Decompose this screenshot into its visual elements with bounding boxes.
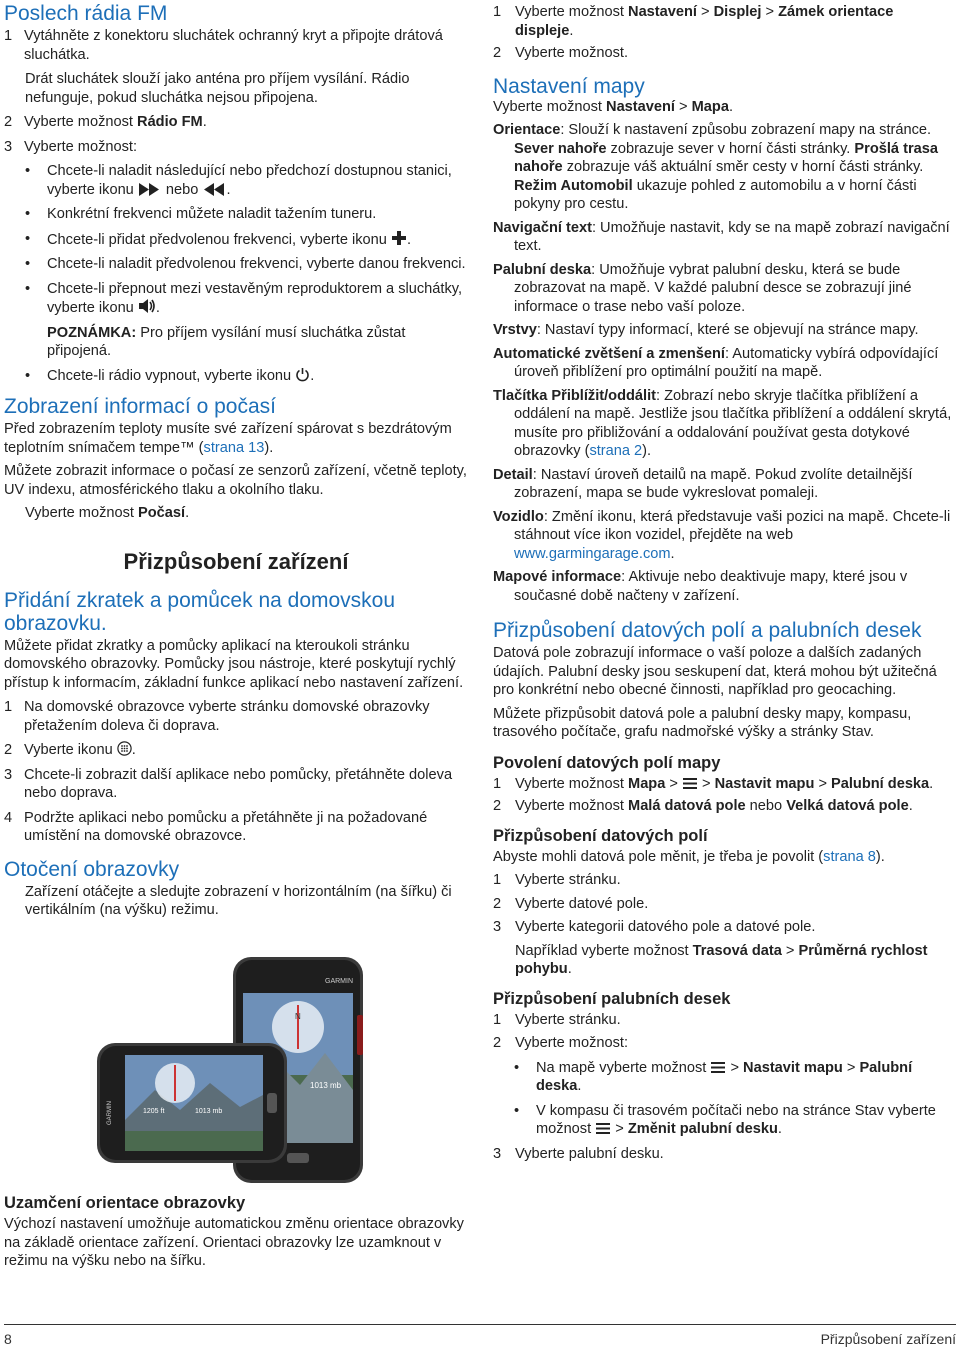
- fm-note: POZNÁMKA: Pro příjem vysílání musí sluchátka zůstat připojená.: [47, 324, 406, 359]
- enable-step-1: 1 Vyberte možnost Mapa > > Nastavit mapu > Palubní deska.: [493, 775, 934, 792]
- fm-bullet-tune-preset: • Chcete-li naladit předvolenou frekvenci, vyberte danou frekvenci.: [25, 255, 468, 274]
- data-fields-paragraph-1: Datová pole zobrazují informace o vaší poloze a dalších zadaných údajích. Palubní desky jsou seskupení dat, která mohou být užitečná pro konkrétní nebo obecné činnosti, například pro geocaching.: [493, 645, 937, 698]
- enable-step-2: 2 Vyberte možnost Malá datová pole nebo Velká datová pole.: [493, 798, 913, 814]
- device-pressure-portrait: 1013 mb: [310, 1081, 342, 1090]
- menu-icon: [595, 1122, 611, 1135]
- menu-icon: [682, 777, 698, 790]
- shortcuts-step-4: 4 Podržte aplikaci nebo pomůcku a přetáhněte ji na požadované umístění na domovské obrazovce.: [4, 809, 428, 844]
- enable-fields-page-link[interactable]: strana 8: [823, 848, 876, 865]
- weather-heading: Zobrazení informací o počasí: [4, 395, 276, 418]
- customize-step-2: 2 Vyberte datové pole.: [493, 895, 649, 912]
- def-dashboard: Palubní deska: Umožňuje vybrat palubní desku, která se bude zobrazovat na mapě. V každé palubní desce se zobrazují jiné informace o trase nebo vaší poloze.: [493, 261, 912, 315]
- zoom-page-link[interactable]: strana 2: [589, 443, 643, 459]
- apps-grid-icon: [117, 741, 132, 756]
- device-brand-portrait: GARMIN: [325, 978, 353, 985]
- shortcuts-step-2: 2 Vyberte ikonu .: [4, 742, 136, 758]
- fm-radio-heading: Poslech rádia FM: [4, 2, 168, 25]
- fm-step-1-note: Drát sluchátek slouží jako anténa pro příjem vysílání. Rádio nefunguje, pokud sluchátka nejsou připojena.: [25, 71, 410, 106]
- customize-fields-heading: Přizpůsobení datových polí: [493, 826, 708, 845]
- weather-page-link[interactable]: strana 13: [203, 439, 265, 456]
- fm-step-1: 1 Vytáhněte z konektoru sluchátek ochranný kryt a připojte drátová sluchátka.: [4, 28, 443, 63]
- device-temp-landscape: 1205 ft: [143, 1108, 165, 1115]
- chapter-title: Přizpůsobení zařízení: [123, 548, 349, 574]
- enable-fields-heading: Povolení datových polí mapy: [493, 753, 721, 772]
- fm-bullet-add-preset: • Chcete-li přidat předvolenou frekvenci, vyberte ikonu .: [25, 230, 468, 250]
- map-settings-heading: Nastavení mapy: [493, 74, 645, 98]
- footer-section-title: Přizpůsobení zařízení: [820, 1331, 956, 1347]
- menu-icon: [710, 1061, 726, 1074]
- customize-dashboards-heading: Přizpůsobení palubních desek: [493, 989, 731, 1008]
- lock-step-1: 1 Vyberte možnost Nastavení > Displej > Zámek orientace displeje.: [493, 4, 894, 39]
- map-settings-intro: Vyberte možnost Nastavení > Mapa.: [493, 98, 733, 115]
- weather-paragraph-2: Můžete zobrazit informace o počasí ze senzorů zařízení, včetně teploty, UV indexu, atmosférického tlaku a okolního tlaku.: [4, 463, 467, 498]
- def-navigation-text: Navigační text: Umožňuje nastavit, kdy se na mapě zobrazí navigační text.: [493, 219, 950, 254]
- device-image: [95, 955, 375, 1185]
- previous-station-icon: [202, 183, 226, 196]
- customize-fields-paragraph: Abyste mohli datová pole měnit, je třeba je povolit (strana 8).: [493, 848, 885, 865]
- device-brand-landscape: GARMIN: [107, 1101, 113, 1125]
- page-number: 8: [4, 1331, 12, 1347]
- rotate-paragraph: Zařízení otáčejte a sledujte zobrazení v horizontálním (na šířku) či vertikálním (na výšku) režimu.: [25, 883, 452, 918]
- data-fields-paragraph-2: Můžete přizpůsobit datová pole a palubní desky mapy, kompasu, trasového počítače, grafu nadmořské výšky a stránky Stav.: [493, 705, 912, 740]
- footer-rule: [4, 1324, 956, 1325]
- lock-paragraph: Výchozí nastavení umožňuje automatickou změnu orientace obrazovky na základě orientace zařízení. Orientaci obrazovky lze uzamknout v režimu na výšku nebo na šířku.: [4, 1216, 464, 1269]
- dashboards-bullet-map: • Na mapě vyberte možnost > Nastavit mapu > Palubní deska.: [514, 1059, 955, 1096]
- lock-step-2: 2 Vyberte možnost.: [493, 45, 629, 61]
- shortcuts-step-3: 3 Chcete-li zobrazit další aplikace nebo pomůcky, přetáhněte doleva nebo doprava.: [4, 766, 453, 801]
- fm-bullet-power: • Chcete-li rádio vypnout, vyberte ikonu .: [25, 367, 468, 386]
- dashboards-bullet-compass: • V kompasu či trasovém počítači nebo na stránce Stav vyberte možnost > Změnit palubní desku.: [514, 1102, 955, 1139]
- def-zoom-buttons: Tlačítka Přiblížit/oddálit: Zobrazí nebo skryje tlačítka přiblížení a oddálení na mapě. Jestliže jsou tlačítka přiblížení a oddálení skrytá, musíte pro přibližování a oddalování používat gesta dotykové obrazovky (strana 2).: [493, 387, 952, 459]
- plus-icon: [391, 230, 407, 246]
- speaker-icon: [138, 298, 156, 314]
- fm-bullet-speaker: • Chcete-li přepnout mezi vestavěným reproduktorem a sluchátky, vyberte ikonu .: [25, 280, 468, 318]
- def-layers: Vrstvy: Nastaví typy informací, které se objevují na stránce mapy.: [493, 322, 919, 338]
- shortcuts-step-1: 1 Na domovské obrazovce vyberte stránku domovské obrazovky přetažením doleva či doprava.: [4, 699, 430, 734]
- weather-step: Vyberte možnost Počasí.: [25, 505, 190, 521]
- fm-step-2: 2 Vyberte možnost Rádio FM.: [4, 114, 207, 130]
- svg-text:N: N: [295, 1012, 301, 1021]
- dashboards-step-2: 2 Vyberte možnost:: [493, 1035, 629, 1051]
- lock-orientation-section: [4, 1193, 468, 1271]
- right-column: [493, 0, 955, 1163]
- dashboards-step-1: 1 Vyberte stránku.: [493, 1011, 621, 1028]
- next-station-icon: [138, 183, 162, 196]
- shortcuts-paragraph: Můžete přidat zkratky a pomůcky aplikací na kteroukoli stránku domovského obrazovky. Pomůcky jsou nástroje, které poskytují rychlý přístup k informacím, základní funkce aplikací nebo nastavení zařízení.: [4, 637, 464, 691]
- device-pressure-landscape: 1013 mb: [195, 1108, 223, 1115]
- device-rotation-illustration: [95, 955, 375, 1185]
- dashboards-step-3: 3 Vyberte palubní desku.: [493, 1145, 664, 1162]
- fm-bullet-tuner: • Konkrétní frekvenci můžete naladit tažením tuneru.: [25, 205, 468, 224]
- def-orientation: Orientace: Slouží k nastavení způsobu zobrazení mapy na stránce. Sever nahoře zobrazuje sever v horní části stránky. Prošlá trasa nahoře zobrazuje váš aktuální směr cesty v horní části stránky. Režim Automobil ukazuje pohled z automobilu a v horní části pokyny pro cestu.: [493, 122, 938, 212]
- shortcuts-heading: Přidání zkratek a pomůcek na domovskou obrazovku.: [4, 588, 396, 635]
- power-icon: [295, 367, 310, 382]
- weather-paragraph-1: Před zobrazením teploty musíte své zařízení spárovat s bezdrátovým teplotním snímačem tempe™ (strana 13).: [4, 421, 452, 456]
- rotate-heading: Otočení obrazovky: [4, 857, 180, 881]
- lock-heading: Uzamčení orientace obrazovky: [4, 1194, 246, 1212]
- customize-step-1: 1 Vyberte stránku.: [493, 872, 621, 888]
- def-detail: Detail: Nastaví úroveň detailů na mapě. Pokud zvolíte detailnější zobrazení, mapa se bude vykreslovat pomaleji.: [493, 466, 913, 501]
- def-map-info: Mapové informace: Aktivuje nebo deaktivuje mapy, které jsou v současné době načteny v zařízení.: [493, 569, 908, 604]
- data-fields-heading: Přizpůsobení datových polí a palubních desek: [493, 619, 922, 642]
- fm-bullet-seek: • Chcete-li naladit následující nebo předchozí dostupnou stanici, vyberte ikonu nebo .: [25, 162, 468, 199]
- left-column: [4, 0, 468, 920]
- customize-example: Například vyberte možnost Trasová data > Průměrná rychlost pohybu.: [515, 942, 928, 977]
- customize-step-3: 3 Vyberte kategorii datového pole a datové pole.: [493, 919, 816, 935]
- def-auto-zoom: Automatické zvětšení a zmenšení: Automaticky vybírá odpovídající úroveň přiblížení pro optimální použití na mapě.: [493, 345, 939, 380]
- def-vehicle: Vozidlo: Změní ikonu, která představuje vaši pozici na mapě. Chcete-li stáhnout více ikon vozidel, přejděte na web www.garmingarage.com.: [493, 508, 951, 562]
- garmingarage-link[interactable]: www.garmingarage.com: [514, 545, 671, 562]
- fm-step-3: 3 Vyberte možnost:: [4, 138, 138, 155]
